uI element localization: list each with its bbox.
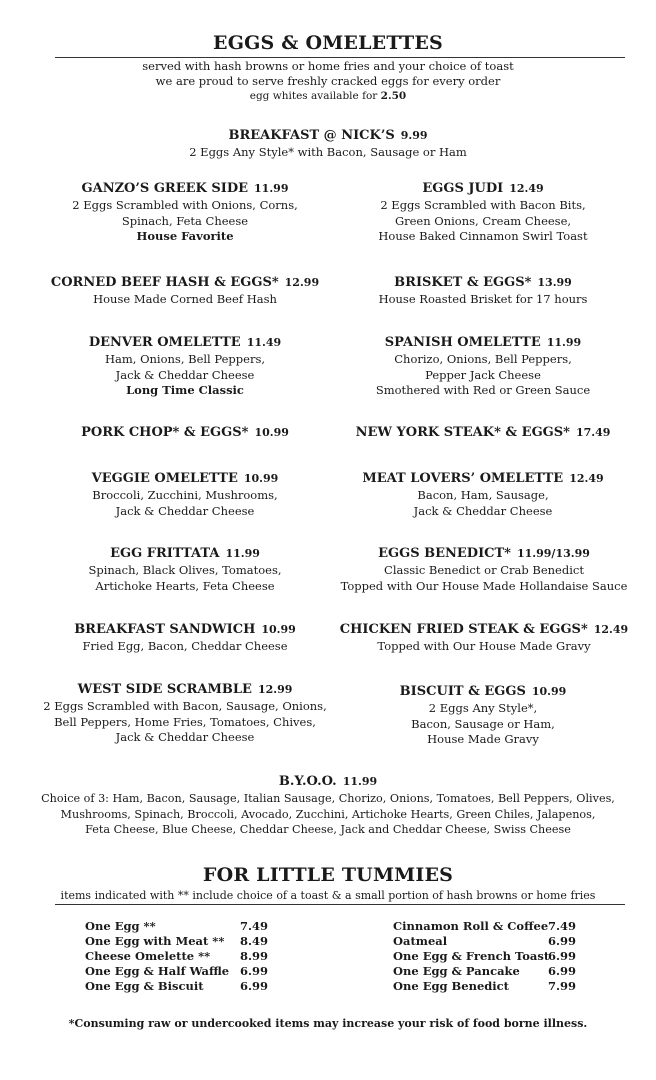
item-desc: Feta Cheese, Blue Cheese, Cheddar Cheese, Jack and Cheddar Cheese, Swiss Cheese <box>85 823 571 836</box>
kids-item-price: 6.99 <box>240 979 269 993</box>
menu-item-denver <box>35 334 335 399</box>
item-desc: Broccoli, Zucchini, Mushrooms, <box>92 488 278 502</box>
item-name: DENVER OMELETTE <box>88 335 241 350</box>
kids-item-price: 7.49 <box>240 919 269 933</box>
item-name: CORNED BEEF HASH & EGGS* <box>50 275 279 290</box>
kids-item-label: Oatmeal <box>393 934 448 948</box>
item-desc: Artichoke Hearts, Feta Cheese <box>95 578 275 593</box>
item-desc: Spinach, Black Olives, Tomatoes, <box>88 563 282 577</box>
item-name: VEGGIE OMELETTE <box>91 471 238 486</box>
menu-item-frittata <box>35 545 335 594</box>
item-desc: Jack & Cheddar Cheese <box>115 503 255 518</box>
item-desc: 2 Eggs Any Style*, <box>428 701 538 715</box>
kids-item-price: 7.49 <box>548 919 577 933</box>
item-desc: Classic Benedict or Crab Benedict <box>384 563 584 577</box>
eggs-subtitle-2: we are proud to serve freshly cracked eggs for every order <box>155 74 501 88</box>
item-price: 13.99 <box>537 276 572 289</box>
menu-item-west-side <box>30 681 340 746</box>
item-price: 11.99 <box>254 182 289 195</box>
item-desc: House Roasted Brisket for 17 hours <box>378 292 588 306</box>
menu-item-brisket <box>333 274 633 308</box>
section-title-kids: FOR LITTLE TUMMIES <box>202 864 454 886</box>
kids-item-label: One Egg with Meat ** <box>85 934 225 948</box>
item-name: WEST SIDE SCRAMBLE <box>77 682 252 697</box>
kids-row <box>393 919 583 934</box>
menu-item-ny-steak <box>333 424 633 442</box>
kids-item-label: One Egg ** <box>85 919 156 933</box>
kids-row <box>85 979 285 994</box>
kids-item-label: One Egg & French Toast <box>393 949 550 963</box>
kids-row <box>85 934 285 949</box>
item-price: 10.99 <box>243 472 279 485</box>
menu-item-corned-beef <box>35 274 335 308</box>
item-name: SPANISH OMELETTE <box>384 335 541 350</box>
menu-item-spanish <box>333 334 633 399</box>
item-name: CHICKEN FRIED STEAK & EGGS* <box>339 622 588 637</box>
kids-row <box>393 964 583 979</box>
item-desc: Bacon, Ham, Sausage, <box>417 488 549 502</box>
kids-item-price: 6.99 <box>240 964 269 978</box>
kids-item-price: 8.99 <box>240 949 269 963</box>
item-price: 11.49 <box>246 336 282 349</box>
item-desc: 2 Eggs Scrambled with Bacon Bits, <box>380 198 586 212</box>
item-price: 11.99 <box>225 547 260 560</box>
kids-item-label: Cinnamon Roll & Coffee <box>393 919 549 933</box>
item-desc: Bell Peppers, Home Fries, Tomatoes, Chives, <box>54 714 316 729</box>
item-name: BREAKFAST SANDWICH <box>74 622 256 637</box>
item-desc: Bacon, Sausage or Ham, <box>411 716 555 731</box>
item-name: EGGS JUDI <box>422 181 504 196</box>
item-desc: 2 Eggs Scrambled with Onions, Corns, <box>72 198 298 212</box>
item-name: BISCUIT & EGGS <box>399 684 526 699</box>
item-desc: Jack & Cheddar Cheese <box>115 730 255 744</box>
kids-divider <box>55 904 625 905</box>
menu-item-breakfast-nicks <box>30 127 626 161</box>
item-desc: Pepper Jack Cheese <box>425 367 541 382</box>
food-safety-disclaimer: *Consuming raw or undercooked items may increase your risk of food borne illness. <box>68 1017 588 1030</box>
menu-item-byoo <box>20 773 636 838</box>
eggs-subtitle-3 <box>0 89 656 104</box>
item-name: NEW YORK STEAK* & EGGS* <box>355 425 570 440</box>
menu-item-pork-chop <box>35 424 335 442</box>
item-desc: Chorizo, Onions, Bell Peppers, <box>394 352 572 366</box>
item-price: 10.99 <box>531 685 567 698</box>
kids-row <box>393 934 583 949</box>
kids-row <box>85 919 285 934</box>
kids-item-price: 7.99 <box>548 979 577 993</box>
kids-row <box>393 949 583 964</box>
kids-item-price: 6.99 <box>548 949 577 963</box>
item-note: Long Time Classic <box>126 383 244 397</box>
kids-item-label: One Egg Benedict <box>393 979 509 993</box>
kids-item-price: 8.49 <box>240 934 269 948</box>
kids-item-label: Cheese Omelette ** <box>85 949 211 963</box>
item-name: EGGS BENEDICT* <box>378 546 511 561</box>
menu-item-benedict <box>325 545 643 594</box>
egg-whites-price: 2.50 <box>380 90 407 102</box>
kids-subtitle: items indicated with ** include choice of a toast & a small portion of hash browns or home fries <box>60 889 596 902</box>
section-title-eggs: EGGS & OMELETTES <box>213 32 443 54</box>
title-divider <box>55 57 625 58</box>
item-price: 10.99 <box>254 426 289 439</box>
item-desc: House Made Corned Beef Hash <box>93 292 277 306</box>
kids-item-price: 6.99 <box>548 934 577 948</box>
menu-item-ganzo <box>35 180 335 245</box>
item-desc: Ham, Onions, Bell Peppers, <box>104 352 266 366</box>
kids-row <box>393 979 583 994</box>
kids-item-label: One Egg & Pancake <box>393 964 520 978</box>
item-price: 12.49 <box>569 472 604 485</box>
item-desc: Smothered with Red or Green Sauce <box>375 383 591 397</box>
item-price: 9.99 <box>400 129 428 142</box>
item-price: 10.99 <box>261 623 296 636</box>
item-price: 11.99 <box>342 775 378 788</box>
item-price: 17.49 <box>575 426 611 439</box>
item-price: 12.49 <box>509 182 544 195</box>
item-name: BREAKFAST @ NICK’S <box>228 128 395 143</box>
kids-item-price: 6.99 <box>548 964 577 978</box>
menu-item-chicken-fried <box>325 621 643 655</box>
item-desc: Fried Egg, Bacon, Cheddar Cheese <box>82 639 288 653</box>
item-price: 11.99/13.99 <box>516 547 590 560</box>
item-name: PORK CHOP* & EGGS* <box>81 425 249 440</box>
item-price: 12.99 <box>257 683 293 696</box>
menu-item-breakfast-sandwich <box>35 621 335 655</box>
item-name: MEAT LOVERS’ OMELETTE <box>362 471 564 486</box>
item-name: EGG FRITTATA <box>110 546 220 561</box>
item-desc: Topped with Our House Made Gravy <box>377 639 591 653</box>
item-desc: Choice of 3: Ham, Bacon, Sausage, Italian Sausage, Chorizo, Onions, Tomatoes, Bell Peppers, Olives, <box>41 792 615 805</box>
kids-menu-right <box>393 919 583 994</box>
item-name: GANZO’S GREEK SIDE <box>81 181 249 196</box>
egg-whites-text: egg whites available for <box>249 90 378 102</box>
item-desc: Topped with Our House Made Hollandaise Sauce <box>340 578 628 593</box>
menu-item-meat-lovers <box>333 470 633 519</box>
item-name: BRISKET & EGGS* <box>394 275 532 290</box>
kids-item-label: One Egg & Half Waffle <box>85 964 230 978</box>
item-desc: House Made Gravy <box>427 732 539 746</box>
item-note: House Favorite <box>136 229 234 243</box>
item-price: 12.99 <box>284 276 320 289</box>
menu-item-biscuit <box>333 683 633 748</box>
kids-item-label: One Egg & Biscuit <box>85 979 204 993</box>
menu-item-eggs-judi <box>333 180 633 245</box>
item-desc: Mushrooms, Spinach, Broccoli, Avocado, Zucchini, Artichoke Hearts, Green Chiles, Jalapenos, <box>60 807 596 821</box>
kids-row <box>85 964 285 979</box>
menu-item-veggie <box>35 470 335 519</box>
kids-menu-left <box>85 919 285 994</box>
kids-row <box>85 949 285 964</box>
item-desc: Jack & Cheddar Cheese <box>413 503 553 518</box>
item-desc: House Baked Cinnamon Swirl Toast <box>378 229 588 243</box>
item-desc: Green Onions, Cream Cheese, <box>394 213 572 228</box>
item-desc: Spinach, Feta Cheese <box>121 213 249 228</box>
eggs-subtitle-1: served with hash browns or home fries and your choice of toast <box>142 59 514 73</box>
item-name: B.Y.O.O. <box>278 774 337 789</box>
item-price: 12.49 <box>593 623 629 636</box>
item-desc: 2 Eggs Scrambled with Bacon, Sausage, Onions, <box>43 699 327 713</box>
item-desc: Jack & Cheddar Cheese <box>115 367 255 382</box>
item-desc: 2 Eggs Any Style* with Bacon, Sausage or Ham <box>189 145 467 159</box>
item-price: 11.99 <box>546 336 582 349</box>
